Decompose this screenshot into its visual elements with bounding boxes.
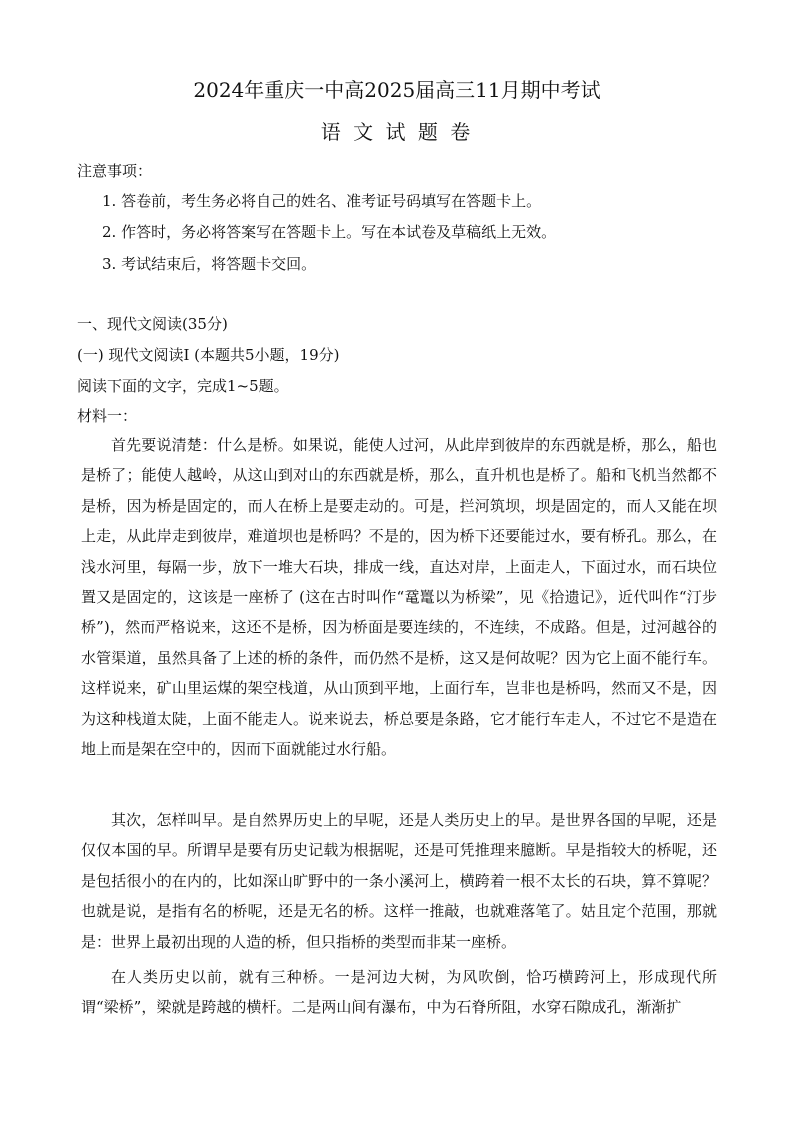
material-label: 材料一： [77, 407, 138, 425]
paper-subtitle: 语 文 试 题 卷 [320, 120, 474, 144]
section-heading: 一、现代文阅读(35分) [77, 315, 228, 333]
notice-item-3: 3. 考试结束后，将答题卡交回。 [102, 255, 317, 273]
exam-title: 2024年重庆一中高2025届高三11月期中考试 [193, 78, 601, 102]
passage-paragraph-1: 首先要说清楚：什么是桥。如果说，能使人过河，从此岸到彼岸的东西就是桥，那么，船也是桥了；能使人越岭，从这山到对山的东西就是桥，那么，直升机也是桥了。船和飞机当然都不是桥，因为桥是固定的，而人在桥上是要走动的。可是，拦河筑坝，坝是固定的，而人又能在坝上走，从此岸走到彼岸，难道坝也是桥吗？不是的，因为桥下还要能过水，要有桥孔。那么，在浅水河里，每隔一步，放下一堆大石块，排成一线，直达对岸，上面走人，下面过水，而石块位置又是固定的，这该是一座桥了 (这在古时叫作“鼋鼍以为桥梁”，见《拾遗记》，近代叫作“汀步桥”)，然而严格说来，这还不是桥，因为桥面是要连续的，不连续，不成路。但是，过河越谷的水管渠道，虽然具备了上述的桥的条件，而仍然不是桥，这又是何故呢？因为它上面不能行车。这样说来，矿山里运煤的架空栈道，从山顶到平地，上面行车，岂非也是桥吗，然而又不是，因为这种栈道太陡，上面不能走人。说来说去，桥总要是条路，它才能行车走人，不过它不是造在地上而是架在空中的，因而下面就能过水行船。 [81, 436, 717, 759]
notice-item-2: 2. 作答时，务必将答案写在答题卡上。写在本试卷及草稿纸上无效。 [102, 223, 557, 241]
notice-item-1: 1. 答卷前，考生务必将自己的姓名、准考证号码填写在答题卡上。 [102, 192, 542, 210]
subsection-heading: (一) 现代文阅读I (本题共5小题，19分) [77, 346, 340, 364]
notice-heading: 注意事项： [77, 162, 153, 180]
passage-paragraph-2: 其次，怎样叫早。是自然界历史上的早呢，还是人类历史上的早。是世界各国的早呢，还是仅仅本国的早。所谓早是要有历史记载为根据呢，还是可凭推理来臆断。早是指较大的桥呢，还是包括很小的在内的，比如深山旷野中的一条小溪河上，横跨着一根不太长的石块，算不算呢？也就是说，是指有名的桥呢，还是无名的桥。这样一推敲，也就难落笔了。姑且定个范围，那就是：世界上最初出现的人造的桥，但只指桥的类型而非某一座桥。 [81, 811, 717, 951]
passage-paragraph-3: 在人类历史以前，就有三种桥。一是河边大树，为风吹倒，恰巧横跨河上，形成现代所谓“梁桥”，梁就是跨越的横杆。二是两山间有瀑布，中为石脊所阻，水穿石隙成孔，渐渐扩 [81, 968, 717, 1017]
reading-instruction: 阅读下面的文字，完成1~5题。 [77, 377, 289, 395]
